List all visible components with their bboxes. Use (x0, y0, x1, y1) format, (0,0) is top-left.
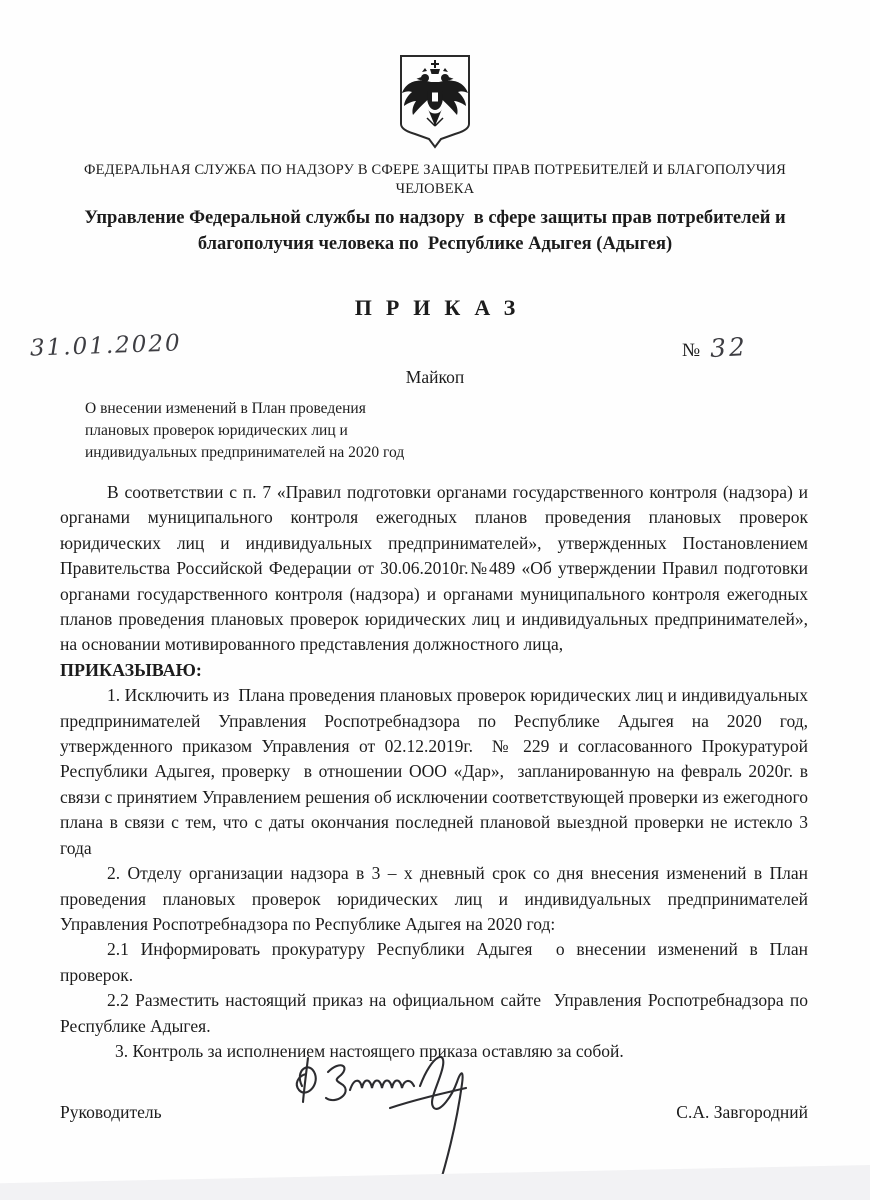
subject-line: индивидуальных предпринимателей на 2020 год (85, 444, 405, 461)
handwritten-number: 32 (709, 332, 749, 363)
order-body (60, 480, 808, 1064)
order-item-2-2: 2.2 Разместить настоящий приказ на официальном сайте Управления Роспотребнадзора по Республике Адыгея. (60, 990, 808, 1036)
order-item-2: 2. Отделу организации надзора в 3 – х дневный срок со дня внесения изменений в План проведения плановых проверок юридических лиц и индивидуальных предпринимателей Управления Роспотребнадзора по Республике Адыгея на 2020 год: (60, 863, 808, 934)
order-item-2-1: 2.1 Информировать прокуратуру Республики Адыгея о внесении изменений в План проверок. (60, 939, 808, 985)
order-word: ПРИКАЗЫВАЮ: (60, 659, 202, 680)
subject-line: О внесении изменений в План проведения (85, 400, 366, 417)
federal-service-name: ФЕДЕРАЛЬНАЯ СЛУЖБА ПО НАДЗОРУ В СФЕРЕ ЗАЩИТЫ ПРАВ ПОТРЕБИТЕЛЕЙ И БЛАГОПОЛУЧИЯ ЧЕЛОВЕКА (83, 162, 787, 197)
order-number (682, 333, 748, 362)
subject-block (85, 398, 505, 464)
intro-paragraph: В соответствии с п. 7 «Правил подготовки органами государственного контроля (надзора) и органами муниципального контроля ежегодных планов проведения плановых проверок юридических лиц и индивидуальных предпринимателей», утвержденных Постановлением Правительства Российской Федерации от 30.06.2010г.№489 «Об утверждении Правил подготовки органами государственного контроля (надзора) и органами муниципального контроля ежегодных планов проведения плановых проверок юридических лиц и индивидуальных предпринимателей», на основании мотивированного представления должностного лица, (60, 482, 808, 655)
order-item-1: 1. Исключить из Плана проведения плановых проверок юридических лиц и индивидуальных предпринимателей Управления Роспотребнадзора по Республике Адыгея на 2020 год, утвержденного приказом Управления от 02.12.2019г. № 229 и согласованного Прокуратурой Республики Адыгея, проверку в отношении ООО «Дар», запланированную на февраль 2020г. в связи с принятием Управлением решения об исключении соответствующей проверки из ежегодного плана в связи с тем, что с даты окончания последней плановой выездной проверки не истекло 3 года (60, 685, 808, 858)
russian-coat-of-arms-icon (394, 52, 476, 150)
date-number-row (29, 330, 870, 367)
signer-position: Руководитель (60, 1102, 162, 1123)
subject-line: плановых проверок юридических лиц и (85, 422, 348, 439)
coat-of-arms-emblem (394, 52, 476, 155)
city-name: Майкоп (405, 367, 465, 387)
order-item-3: 3. Контроль за исполнением настоящего приказа оставляю за собой. (115, 1040, 624, 1061)
document-title: ПРИКАЗ (354, 295, 530, 320)
number-sign-label: № (682, 340, 701, 361)
regional-office-name: Управление Федеральной службы по надзору в сфере защиты прав потребителей и благополучия человека по Республике Адыгея (Адыгея) (84, 208, 786, 254)
handwritten-date: 31.01.2020 (29, 330, 183, 362)
signer-name: С.А. Завгородний (676, 1102, 808, 1123)
